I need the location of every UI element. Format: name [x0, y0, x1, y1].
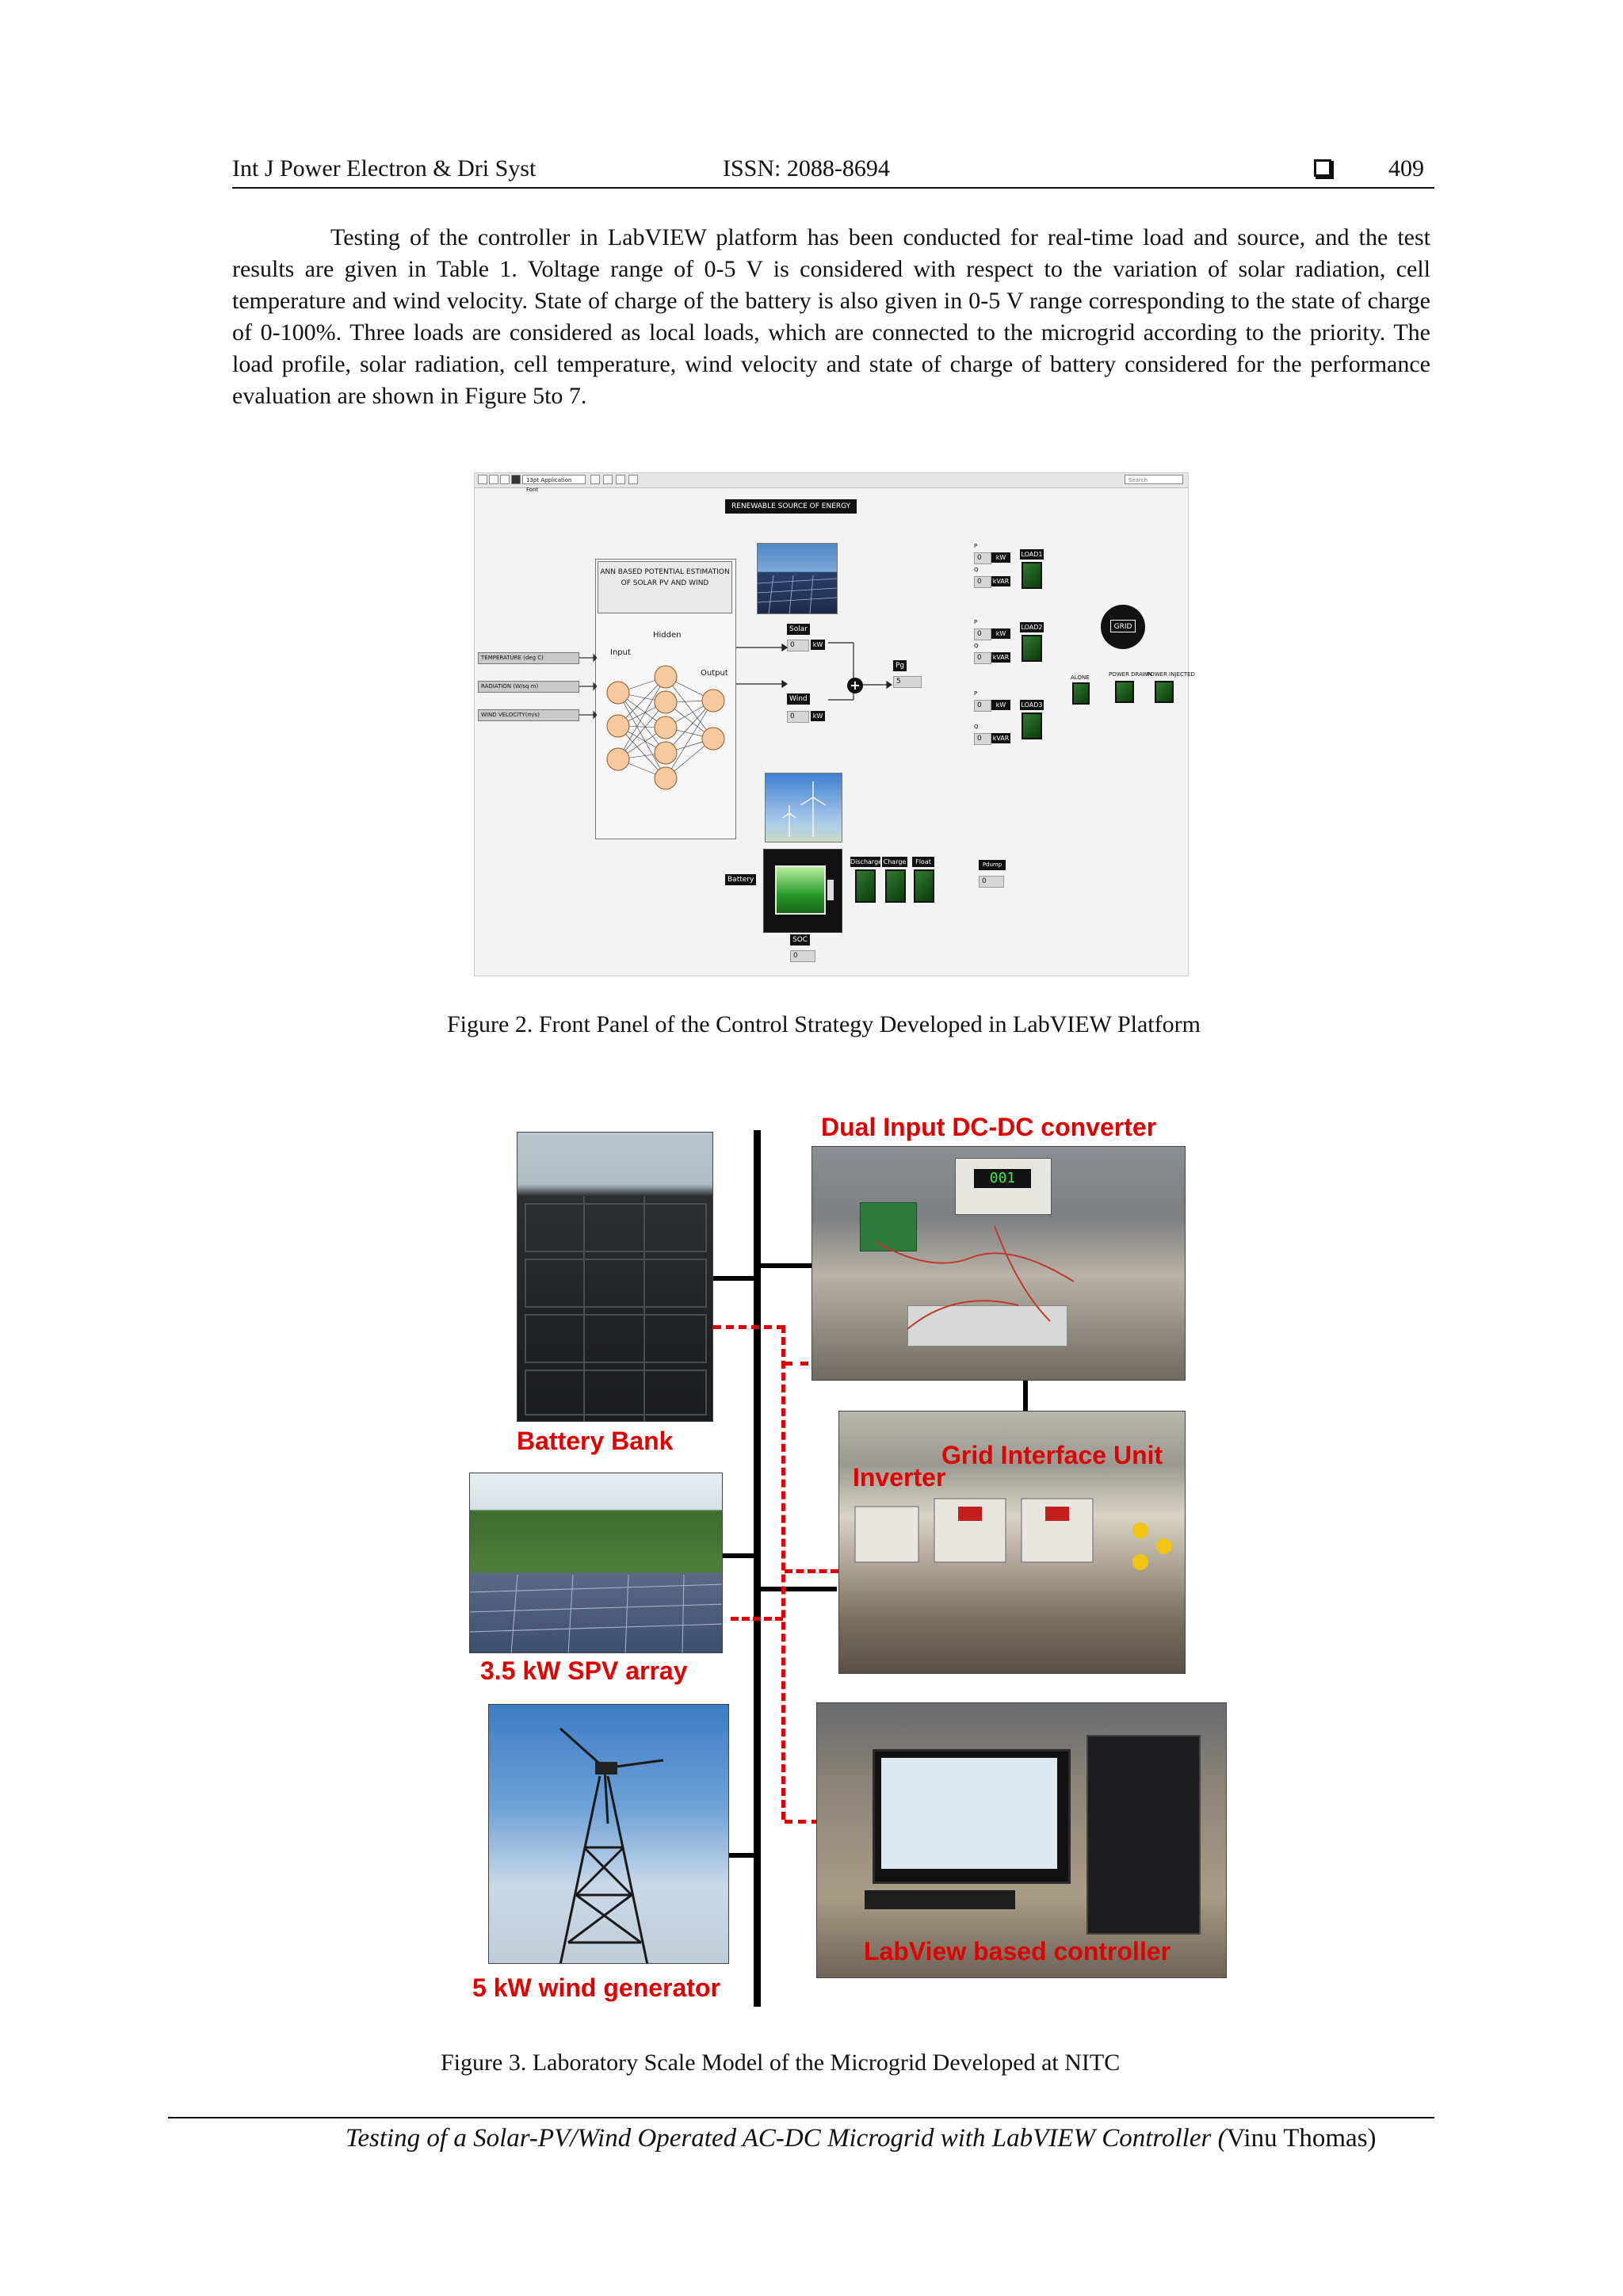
wind-tower-sketch	[489, 1705, 729, 1964]
temperature-control[interactable]: TEMPERATURE (deg C)	[478, 652, 579, 664]
load2-led	[1022, 635, 1042, 662]
inverter-bus-tap	[754, 1587, 837, 1591]
load1-led	[1022, 562, 1042, 589]
distribute-icon[interactable]	[603, 475, 613, 484]
grid-interface-label: Grid Interface Unit	[941, 1441, 1163, 1469]
battery-bank-photo	[517, 1132, 713, 1422]
wind-value: 0	[787, 711, 809, 723]
spv-signal-line	[731, 1617, 783, 1621]
pdump-value: 0	[979, 876, 1004, 888]
load2-name: LOAD2	[1021, 624, 1043, 631]
footer-rule	[168, 2117, 1434, 2118]
battery-fill	[775, 865, 826, 915]
load3-p-unit: kW	[991, 700, 1010, 710]
wind-label: Wind	[787, 693, 810, 705]
footer-citation	[346, 2124, 1377, 2153]
load3-p-label: P	[974, 690, 978, 697]
load1-q-value: 0	[974, 576, 991, 588]
grid-label: GRID	[1110, 620, 1136, 632]
battery-terminal	[827, 880, 834, 900]
spv-array-photo	[469, 1473, 723, 1653]
run-continuous-icon[interactable]	[489, 475, 498, 484]
load3-q-unit: kVAR	[992, 735, 1010, 742]
grid-led-drawn-label: POWER DRAWN	[1109, 671, 1152, 678]
labview-toolbar	[475, 473, 1188, 493]
body-paragraph: Testing of the controller in LabVIEW platform has been conducted for real-time load and source, and the test results are given in Table 1. Voltage range of 0-5 V is considered with respect to the variation of solar radiation, cell temperature and wind velocity. State of charge of the battery is also given in 0-5 V range corresponding to the state of charge of 0-100%. Three loads are considered as local loads, which are connected to the microgrid according to the priority. The load profile, solar radiation, cell temperature, wind velocity and state of charge of battery considered for the performance evaluation are shown in Figure 5to 7.	[232, 224, 1430, 409]
solar-value: 0	[787, 640, 809, 651]
soc-label: SOC	[790, 934, 810, 946]
sum-node-icon: +	[847, 678, 863, 693]
pg-value: 5	[893, 676, 922, 688]
wind-unit: kW	[811, 711, 825, 721]
search-input[interactable]: Search	[1125, 475, 1183, 484]
soc-value: 0	[790, 950, 815, 962]
footer-title: Testing of a Solar-PV/Wind Operated AC-DC Microgrid with LabVIEW Controller (	[346, 2124, 1227, 2153]
output-layer-label: Output	[701, 669, 728, 678]
discharge-led	[855, 869, 876, 903]
load1-p-unit: kW	[991, 552, 1010, 563]
load2-q-value: 0	[974, 652, 991, 664]
solar-unit: kW	[811, 640, 825, 650]
load2-q-unit: kVAR	[992, 654, 1010, 661]
charge-led	[885, 869, 906, 903]
discharge-label: Discharge	[850, 858, 883, 865]
wind-generator-photo	[488, 1704, 729, 1964]
summation-wiring	[736, 592, 942, 751]
converter-to-gridunit-line	[1023, 1379, 1028, 1411]
journal-name: Int J Power Electron & Dri Syst	[232, 155, 537, 181]
keyboard	[865, 1890, 1015, 1909]
battery-signal-line	[713, 1325, 785, 1329]
grid-led-alone	[1072, 682, 1090, 705]
load1-q-unit: kVAR	[992, 578, 1010, 585]
ann-title: ANN BASED POTENTIAL ESTIMATION OF SOLAR PV AND WIND	[598, 561, 732, 613]
pg-label: Pg	[893, 660, 907, 671]
load2-p-unit: kW	[991, 628, 1010, 639]
radiation-control[interactable]: RADIATION (W/sq m)	[478, 681, 579, 693]
load3-p-value: 0	[974, 700, 991, 712]
grid-led-injected-label: POWER INJECTED	[1147, 671, 1195, 678]
reorder-icon[interactable]	[628, 475, 638, 484]
wind-velocity-control[interactable]: WIND VELOCITY(m/s)	[478, 709, 579, 721]
pdump-label: Pdump	[979, 860, 1006, 870]
load3-led	[1022, 712, 1042, 739]
grid-icon	[1101, 605, 1145, 649]
grid-led-drawn	[1115, 681, 1134, 703]
load1-p-label: P	[974, 543, 978, 549]
load3-q-label: Q	[974, 724, 979, 730]
spv-array-label: 3.5 kW SPV array	[480, 1656, 688, 1685]
load1-name: LOAD1	[1021, 551, 1043, 558]
figure2-caption: Figure 2. Front Panel of the Control Strategy Developed in LabVIEW Platform	[447, 1011, 1201, 1037]
run-arrow-icon[interactable]	[478, 475, 487, 484]
controller-signal-line	[785, 1820, 819, 1824]
load1-p-value: 0	[974, 552, 991, 564]
figure3-caption: Figure 3. Laboratory Scale Model of the Microgrid Developed at NITC	[441, 2050, 1121, 2076]
ann-block	[595, 559, 736, 839]
wind-bus-tap	[727, 1853, 758, 1858]
monitor	[873, 1749, 1071, 1884]
abort-icon[interactable]	[500, 475, 510, 484]
converter-label: Dual Input DC-DC converter	[821, 1113, 1157, 1141]
converter-wires	[812, 1147, 1186, 1381]
load2-p-value: 0	[974, 628, 991, 640]
header-rule	[232, 187, 1434, 189]
inverter-signal-line	[785, 1569, 838, 1573]
battery-rack-sketch	[517, 1133, 713, 1422]
turbine-sketch	[766, 774, 842, 842]
footer-author: Vinu Thomas)	[1226, 2124, 1377, 2153]
load3-q-value: 0	[974, 733, 991, 745]
labview-front-panel	[474, 472, 1195, 976]
monitor-screen	[881, 1758, 1057, 1869]
spv-bus-tap	[723, 1553, 758, 1558]
load1-q-label: Q	[974, 567, 979, 573]
solar-label: Solar	[787, 624, 810, 635]
charge-label: Charge	[883, 858, 907, 865]
desktop-tower	[1086, 1735, 1201, 1935]
resize-icon[interactable]	[616, 475, 625, 484]
battery-icon	[763, 849, 842, 933]
inverter-label: Inverter	[853, 1463, 946, 1492]
control-arrows	[579, 649, 597, 720]
float-led	[914, 869, 934, 903]
wind-generator-label: 5 kW wind generator	[472, 1973, 720, 2002]
font-selector[interactable]: 13pt Application Font	[522, 475, 586, 484]
issn: ISSN: 2088-8694	[723, 155, 890, 181]
ann-network-diagram	[596, 560, 735, 839]
grid-led-injected	[1155, 681, 1174, 703]
controller-label: LabView based controller	[864, 1937, 1171, 1966]
hidden-layer-label: Hidden	[653, 631, 682, 640]
panel-title: RENEWABLE SOURCE OF ENERGY	[725, 499, 857, 514]
battery-label: Battery	[725, 874, 756, 885]
dc-dc-converter-photo	[812, 1146, 1186, 1381]
load2-q-label: Q	[974, 643, 979, 649]
page-number: 409	[1388, 155, 1424, 181]
input-layer-label: Input	[610, 648, 631, 657]
battery-bus-tap	[713, 1276, 759, 1281]
converter-display: 001	[974, 1169, 1031, 1188]
converter-bus-tap	[754, 1263, 813, 1268]
load3-name: LOAD3	[1021, 701, 1043, 709]
load2-p-label: P	[974, 619, 978, 625]
wind-turbine-image	[765, 773, 842, 842]
float-label: Float	[912, 857, 934, 867]
spv-grid-lines	[470, 1473, 723, 1653]
dc-bus-line	[754, 1130, 761, 2007]
converter-signal-line	[785, 1362, 808, 1366]
align-icon[interactable]	[590, 475, 600, 484]
pause-icon[interactable]	[511, 475, 521, 484]
battery-bank-label: Battery Bank	[517, 1427, 674, 1455]
page-box-icon	[1314, 159, 1331, 177]
grid-led-alone-label: ALONE	[1071, 674, 1090, 681]
